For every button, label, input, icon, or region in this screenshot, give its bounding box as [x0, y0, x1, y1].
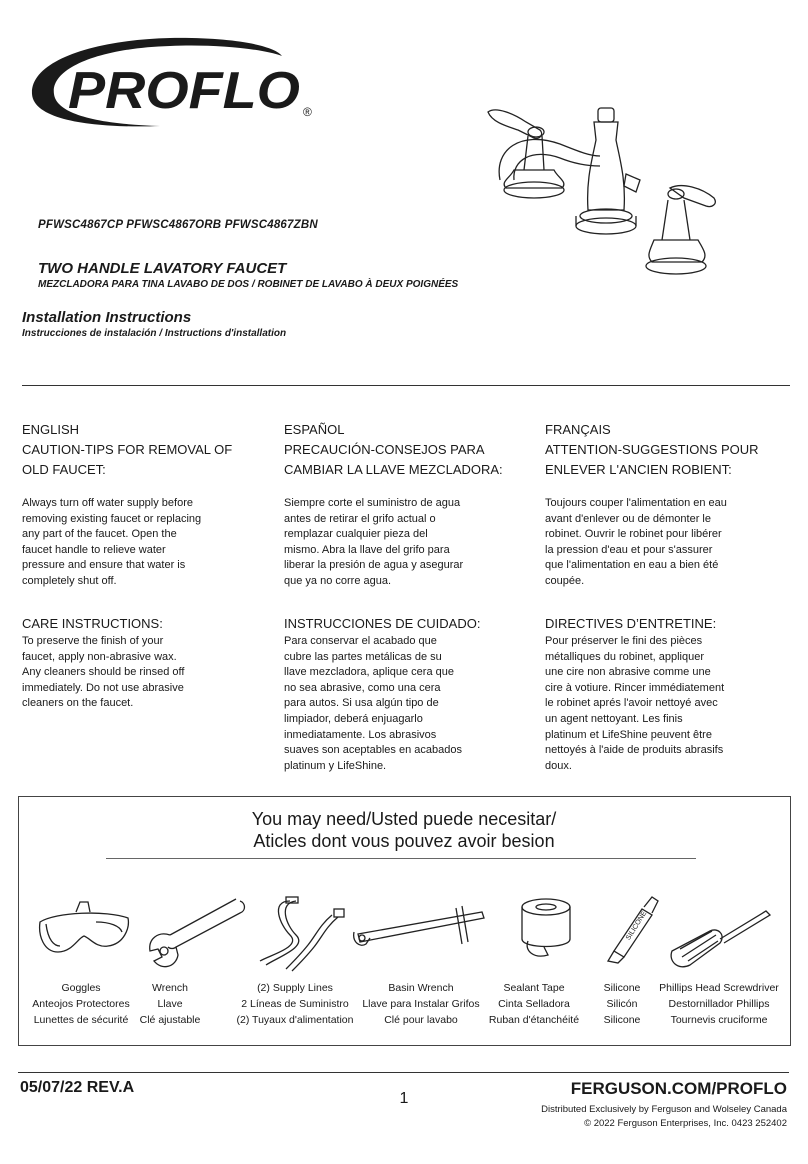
- care-text: Pour préserver le fini des pièces métalliques du robinet, appliquer une cire non abrasive comme une cire à votiure. Rincer immédiatement le robinet aprés l'avoir nettoyé avec un agent nettoyant. Les finis platinum et LifeShine peuvent être nettoyés à l'aide de produits abrasifs doux.: [545, 635, 725, 772]
- brand-logo: [20, 32, 320, 132]
- care-heading: CARE INSTRUCTIONS:: [22, 616, 163, 631]
- care-english: [22, 614, 252, 712]
- tool-label-fr: Tournevis cruciforme: [670, 1014, 768, 1026]
- tool-label-en: (2) Supply Lines: [257, 982, 333, 994]
- tool-basin-wrench: [358, 980, 484, 1028]
- copyright-line: © 2022 Ferguson Enterprises, Inc. 0423 252402: [584, 1117, 787, 1129]
- registered-mark: ®: [303, 105, 312, 119]
- tool-label-en: Sealant Tape: [503, 982, 565, 994]
- column-spanish: [284, 420, 514, 590]
- tool-label-es: Llave: [157, 998, 183, 1010]
- model-numbers: PFWSC4867CP PFWSC4867ORB PFWSC4867ZBN: [38, 219, 318, 231]
- caution-text: Siempre corte el suministro de agua antes de retirar el grifo actual o remplazar cualquier pieza del mismo. Abra la llave del grifo para liberar la presión de agua y asegurar que ya no corre agua.: [284, 497, 464, 587]
- instructions-title: Installation Instructions: [22, 309, 192, 326]
- distribution-note: [541, 1103, 787, 1130]
- care-french: [545, 614, 775, 774]
- tool-label-en: Silicone: [603, 982, 641, 994]
- instructions-subtitle: Instrucciones de instalación / Instructions d'installation: [22, 328, 287, 339]
- tool-supply-lines: [230, 980, 360, 1028]
- website: FERGUSON.COM/PROFLO: [570, 1079, 787, 1098]
- caution-heading: PRECAUCIÓN-CONSEJOS PARA: [284, 442, 485, 457]
- column-english: [22, 420, 252, 590]
- tools-divider: [106, 858, 696, 859]
- goggles-icon: [36, 898, 132, 967]
- product-subtitle: MEZCLADORA PARA TINA LAVABO DE DOS / ROBINET DE LAVABO À DEUX POIGNÉES: [38, 279, 459, 290]
- revision-date: 05/07/22 REV.A: [20, 1079, 135, 1096]
- care-text: To preserve the finish of your faucet, apply non-abrasive wax. Any cleaners should be rinsed off immediately. Do not use abrasive cleaners on the faucet.: [22, 635, 185, 710]
- divider: [22, 385, 790, 386]
- care-spanish: [284, 614, 514, 774]
- screwdriver-icon: [666, 905, 776, 980]
- silicone-icon: [604, 895, 660, 970]
- tool-label-en: Goggles: [61, 982, 101, 994]
- sealant-tape-icon: [514, 895, 578, 970]
- footer-divider: [18, 1072, 789, 1073]
- tool-goggles: [26, 980, 136, 1028]
- caution-heading: CAUTION-TIPS FOR REMOVAL OF: [22, 442, 233, 457]
- tool-label-fr: Clé ajustable: [139, 1014, 201, 1026]
- tool-label-fr: (2) Tuyaux d'alimentation: [236, 1014, 354, 1026]
- distributor-line: Distributed Exclusively by Ferguson and Wolseley Canada: [541, 1104, 787, 1115]
- tools-title-line2: Aticles dont vous pouvez avoir besion: [253, 831, 555, 851]
- tool-label-es: 2 Líneas de Suministro: [241, 998, 349, 1010]
- tool-label-es: Llave para Instalar Grifos: [362, 998, 480, 1010]
- caution-heading-line2: OLD FAUCET:: [22, 462, 106, 477]
- caution-heading: ATTENTION-SUGGESTIONS POUR: [545, 442, 759, 457]
- tools-title: [0, 808, 808, 852]
- tool-label-en: Wrench: [152, 982, 188, 994]
- tool-label-en: Basin Wrench: [388, 982, 454, 994]
- caution-heading-line2: ENLEVER L'ANCIEN ROBIENT:: [545, 462, 732, 477]
- svg-text:SILICONE: SILICONE: [625, 910, 649, 942]
- tool-screwdriver: [652, 980, 786, 1028]
- tool-label-fr: Clé pour lavabo: [384, 1014, 458, 1026]
- tool-label-es: Silicón: [606, 998, 638, 1010]
- tool-label-fr: Lunettes de sécurité: [33, 1014, 129, 1026]
- column-french: [545, 420, 775, 590]
- care-text: Para conservar el acabado que cubre las partes metálicas de su llave mezcladora, aplique cera que no sea abrasive, como una cera para autos. Si usa algún tipo de limpiador, deberá enjuagarlo inmediatamente. Los abrasivos suaves son aceptables en acabados platinum y LifeShine.: [284, 635, 462, 772]
- care-heading: DIRECTIVES D’ENTRETINE:: [545, 616, 717, 631]
- caution-text: Toujours couper l'alimentation en eau avant d'enlever ou de démonter le robinet. Ouvrir le robinet pour libérer la pression d'eau et pour s'assurer que l'alimentation en eau a bien été coupée.: [545, 497, 727, 587]
- tool-label-es: Destornillador Phillips: [668, 998, 770, 1010]
- caution-text: Always turn off water supply before removing existing faucet or replacing any part of the faucet. Open the faucet handle to relieve water pressure and ensure that water is completely shut off.: [22, 497, 202, 587]
- language-heading: FRANÇAIS: [545, 422, 611, 437]
- basin-wrench-icon: [352, 902, 492, 963]
- tool-silicone: [588, 980, 656, 1028]
- tool-wrench: [130, 980, 210, 1028]
- svg-text:PROFLO: PROFLO: [68, 62, 300, 120]
- faucet-illustration: [470, 100, 730, 290]
- language-heading: ENGLISH: [22, 422, 80, 437]
- care-heading: INSTRUCCIONES DE CUIDADO:: [284, 616, 481, 631]
- tool-label-es: Cinta Selladora: [498, 998, 570, 1010]
- tool-label-es: Anteojos Protectores: [32, 998, 130, 1010]
- tool-sealant-tape: [484, 980, 584, 1028]
- page-number: 1: [399, 1090, 409, 1107]
- tool-label-en: Phillips Head Screwdriver: [659, 982, 779, 994]
- caution-heading-line2: CAMBIAR LA LLAVE MEZCLADORA:: [284, 462, 503, 477]
- product-title: TWO HANDLE LAVATORY FAUCET: [38, 260, 287, 277]
- wrench-icon: [140, 895, 250, 980]
- supply-lines-icon: [250, 895, 350, 980]
- tool-label-fr: Ruban d'étanchéité: [488, 1014, 580, 1026]
- language-heading: ESPAÑOL: [284, 422, 345, 437]
- tools-title-line1: You may need/Usted puede necesitar/: [251, 809, 557, 829]
- tool-label-fr: Silicone: [603, 1014, 641, 1026]
